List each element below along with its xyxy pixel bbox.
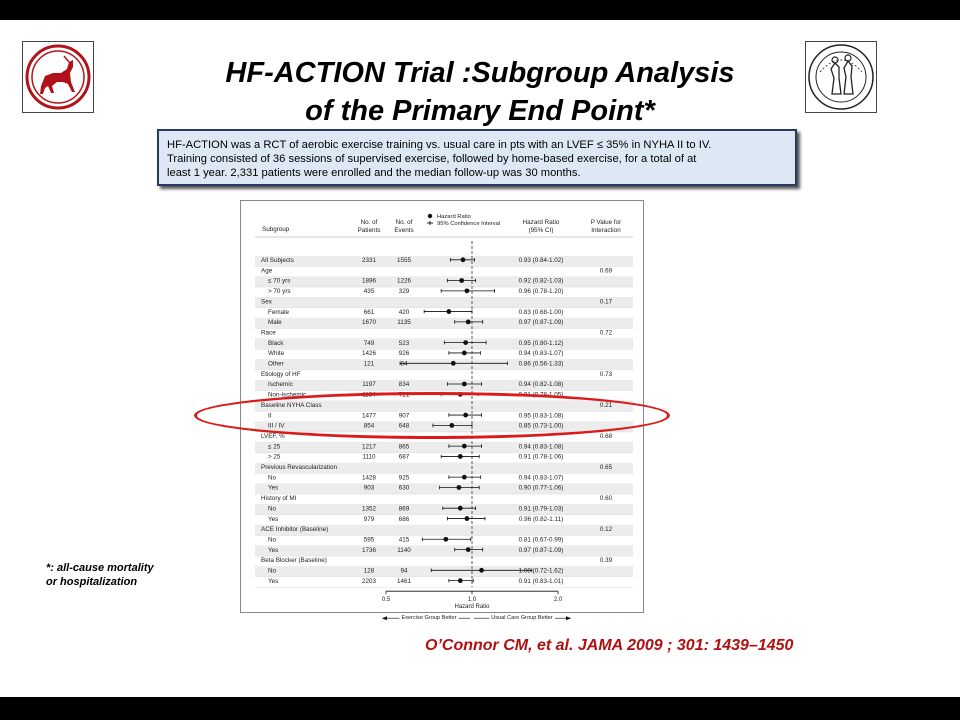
row-hr-text: 0.94 (0.83-1.07) xyxy=(518,474,564,482)
title-line-2: of the Primary End Point* xyxy=(305,95,655,127)
row-label: Yes xyxy=(268,515,279,523)
row-label: No xyxy=(268,505,277,513)
row-events: 721 xyxy=(398,391,410,399)
row-patients: 128 xyxy=(363,567,375,575)
row-patients: 903 xyxy=(363,484,375,492)
hr-point xyxy=(459,278,464,283)
row-label: Male xyxy=(268,319,282,327)
row-patients: 1426 xyxy=(361,350,377,358)
row-hr-text: 0.96 (0.82-1.11) xyxy=(518,515,564,523)
row-events: 420 xyxy=(398,308,410,316)
info-line-2: Training consisted of 36 sessions of supervised exercise, followed by home-based exercise, for a total of at xyxy=(167,153,697,165)
centaur-seal-icon xyxy=(23,42,93,112)
hr-point xyxy=(446,309,451,314)
row-patients: 1352 xyxy=(361,505,377,513)
row-events: 415 xyxy=(398,536,410,544)
hr-point xyxy=(462,382,467,387)
row-events: 926 xyxy=(398,350,410,358)
row-events: 686 xyxy=(398,515,410,523)
hr-point xyxy=(462,351,467,356)
row-hr-text: 0.81 (0.67-0.99) xyxy=(518,536,564,544)
row-patients: 2331 xyxy=(361,257,377,264)
row-p-value: 0.69 xyxy=(599,267,613,275)
legend-point-marker xyxy=(428,214,432,218)
row-patients: 1217 xyxy=(361,443,377,451)
row-band xyxy=(255,360,633,370)
row-events: 329 xyxy=(398,288,410,296)
row-hr-text: 0.83 (0.68-1.00) xyxy=(518,308,564,316)
row-label: Female xyxy=(268,308,289,316)
row-p-value: 0.17 xyxy=(599,298,613,306)
row-band xyxy=(255,256,633,266)
trial-description-box xyxy=(157,129,797,186)
highlight-oval xyxy=(194,392,670,439)
row-events: 865 xyxy=(398,443,410,451)
row-band xyxy=(255,380,633,390)
row-band xyxy=(255,318,633,328)
slide-title xyxy=(140,54,820,130)
row-label: Yes xyxy=(268,546,279,554)
row-hr-text: 0.90 (0.77-1.06) xyxy=(518,484,564,492)
hr-point xyxy=(462,444,467,449)
title-line-1: HF-ACTION Trial :Subgroup Analysis xyxy=(225,57,735,89)
header-p-1: P Value for xyxy=(590,219,622,226)
row-events: 925 xyxy=(398,474,410,482)
row-label: Sex xyxy=(261,298,272,306)
row-band xyxy=(255,442,633,452)
row-hr-text: 1.08 (0.72-1.62) xyxy=(518,567,564,575)
row-patients: 749 xyxy=(363,339,375,347)
row-band xyxy=(255,484,633,494)
row-events: 834 xyxy=(398,381,410,389)
header-hr-2: (95% CI) xyxy=(528,227,554,234)
row-patients: 979 xyxy=(363,515,375,523)
header-patients-2: Patients xyxy=(357,227,381,234)
x-axis-label: Hazard Ratio xyxy=(454,604,490,611)
row-hr-text: 0.95 (0.83-1.08) xyxy=(518,412,564,420)
direction-right-label: Usual Care Group Better xyxy=(491,615,553,622)
row-patients: 2203 xyxy=(361,577,377,585)
row-label: Non-ischemic xyxy=(268,391,307,399)
x-tick-label: 0.5 xyxy=(381,597,391,604)
row-events: 523 xyxy=(398,339,410,347)
row-events: 648 xyxy=(398,422,410,430)
header-p-2: Interaction xyxy=(591,227,621,234)
row-events: 907 xyxy=(398,412,410,420)
hr-point xyxy=(465,516,470,521)
header-subgroup: Subgroup xyxy=(262,226,290,233)
row-label: Yes xyxy=(268,484,279,492)
row-label: > 25 xyxy=(268,453,281,461)
row-p-value: 0.68 xyxy=(599,432,613,440)
header-events-1: No. of xyxy=(395,219,413,226)
row-patients: 1736 xyxy=(361,546,377,554)
row-label: ACE Inhibitor (Baseline) xyxy=(261,526,329,534)
row-patients: 1134 xyxy=(362,391,376,399)
row-band xyxy=(255,567,633,577)
hr-point xyxy=(463,340,468,345)
row-p-value: 0.72 xyxy=(599,329,613,337)
hr-point xyxy=(466,547,471,552)
x-tick-label: 2.0 xyxy=(553,597,563,604)
row-band xyxy=(255,504,633,514)
row-hr-text: 0.95 (0.80-1.12) xyxy=(518,339,564,347)
row-hr-text: 0.94 (0.83-1.07) xyxy=(518,350,564,358)
row-p-value: 0.60 xyxy=(599,495,613,503)
row-label: No xyxy=(268,474,277,482)
footnote xyxy=(46,561,154,589)
row-patients: 1110 xyxy=(362,453,376,461)
row-band xyxy=(255,277,633,287)
citation: O’Connor CM, et al. JAMA 2009 ; 301: 1439–1450 xyxy=(425,637,794,654)
row-hr-text: 0.85 (0.73-1.00) xyxy=(518,422,564,430)
row-label: Ischemic xyxy=(268,381,293,389)
row-band xyxy=(255,546,633,556)
row-events: 630 xyxy=(398,484,410,492)
row-hr-text: 0.91 (0.79-1.03) xyxy=(518,505,564,513)
hr-point xyxy=(466,320,471,325)
row-label: > 70 yrs xyxy=(268,288,291,296)
hr-point xyxy=(458,506,463,511)
footnote-line-2: or hospitalization xyxy=(46,576,138,588)
row-label: Baseline NYHA Class xyxy=(261,401,322,409)
row-events: 1226 xyxy=(396,277,412,285)
row-patients: 1670 xyxy=(361,319,377,327)
hr-point xyxy=(443,537,448,542)
university-logo-left xyxy=(22,41,94,113)
hr-point xyxy=(451,361,456,366)
row-p-value: 0.73 xyxy=(599,370,613,378)
row-label: No xyxy=(268,567,277,575)
hr-point xyxy=(462,475,467,480)
row-label: ≤ 70 yrs xyxy=(268,277,291,285)
row-label: II xyxy=(268,412,272,420)
row-events: 1461 xyxy=(396,577,412,585)
row-events: 869 xyxy=(398,505,410,513)
row-label: Race xyxy=(261,329,276,337)
row-hr-text: 0.94 (0.82-1.08) xyxy=(518,381,564,389)
row-patients: 595 xyxy=(363,536,375,544)
row-patients: 1428 xyxy=(361,474,377,482)
row-label: Yes xyxy=(268,577,279,585)
hr-point xyxy=(461,257,466,262)
direction-arrowhead-left xyxy=(382,616,387,620)
row-band xyxy=(255,297,633,307)
row-patients: 1477 xyxy=(361,412,377,420)
legend-point-label: Hazard Ratio xyxy=(437,214,471,220)
row-label: No xyxy=(268,536,277,544)
hr-point xyxy=(479,568,484,573)
row-patients: 1197 xyxy=(362,381,376,389)
info-line-1: HF-ACTION was a RCT of aerobic exercise training vs. usual care in pts with an LVEF ≤ 35% in NYHA II to IV. xyxy=(167,139,712,151)
row-label: White xyxy=(268,350,285,358)
row-p-value: 0.21 xyxy=(599,401,613,409)
row-events: 84 xyxy=(400,360,408,368)
row-patients: 121 xyxy=(363,360,375,368)
row-patients: 1896 xyxy=(361,277,377,285)
row-label: Beta Blocker (Baseline) xyxy=(261,557,327,565)
row-hr-text: 0.96 (0.78-1.20) xyxy=(518,288,564,296)
row-patients: 854 xyxy=(363,422,375,430)
row-hr-text: 0.91 (0.83-1.01) xyxy=(518,577,564,585)
hr-point xyxy=(457,485,462,490)
header-hr-1: Hazard Ratio xyxy=(522,219,560,226)
info-line-3: least 1 year. 2,331 patients were enrolled and the median follow-up was 30 months. xyxy=(167,167,581,179)
row-hr-text: 0.86 (0.56-1.33) xyxy=(518,360,564,368)
row-patients: 435 xyxy=(363,288,375,296)
row-hr-text: 0.97 (0.87-1.09) xyxy=(518,319,564,327)
row-events: 687 xyxy=(398,453,410,461)
row-label: Etiology of HF xyxy=(261,370,301,378)
row-events: 1135 xyxy=(397,319,411,327)
header-patients-1: No. of xyxy=(360,219,378,226)
row-hr-text: 0.91 (0.78-1.06) xyxy=(518,453,564,461)
row-label: ≤ 25 xyxy=(268,443,281,451)
row-hr-text: 0.92 (0.82-1.03) xyxy=(518,277,564,285)
hr-point xyxy=(458,454,463,459)
hr-point xyxy=(458,578,463,583)
row-label: III / IV xyxy=(268,422,285,430)
row-label: Black xyxy=(268,339,284,347)
row-events: 1140 xyxy=(397,546,411,554)
x-tick-label: 1.0 xyxy=(467,597,477,604)
row-hr-text: 0.97 (0.87-1.09) xyxy=(518,546,564,554)
row-label: LVEF, % xyxy=(261,432,285,440)
row-hr-text: 0.93 (0.84-1.02) xyxy=(518,257,564,264)
row-hr-text: 0.94 (0.83-1.08) xyxy=(518,443,564,451)
row-events: 1555 xyxy=(396,257,412,264)
row-p-value: 0.12 xyxy=(599,526,613,534)
slide xyxy=(0,20,960,697)
direction-left-label: Exercise Group Better xyxy=(401,615,457,622)
row-p-value: 0.39 xyxy=(599,557,613,565)
row-label: Age xyxy=(261,267,273,275)
row-label: All Subjects xyxy=(261,257,294,264)
row-label: Previous Revascularization xyxy=(261,464,337,471)
header-events-2: Events xyxy=(394,227,414,234)
hr-point xyxy=(465,288,470,293)
row-hr-text: 0.91 (0.78-1.05) xyxy=(518,391,564,399)
direction-arrowhead-right xyxy=(566,616,571,620)
row-patients: 661 xyxy=(363,308,375,316)
row-p-value: 0.65 xyxy=(599,464,613,471)
row-events: 94 xyxy=(400,567,408,575)
row-label: Other xyxy=(268,360,284,368)
legend-interval-label: 95% Confidence Interval xyxy=(437,221,501,227)
row-label: History of MI xyxy=(261,495,297,503)
footnote-line-1: *: all-cause mortality xyxy=(46,562,154,574)
